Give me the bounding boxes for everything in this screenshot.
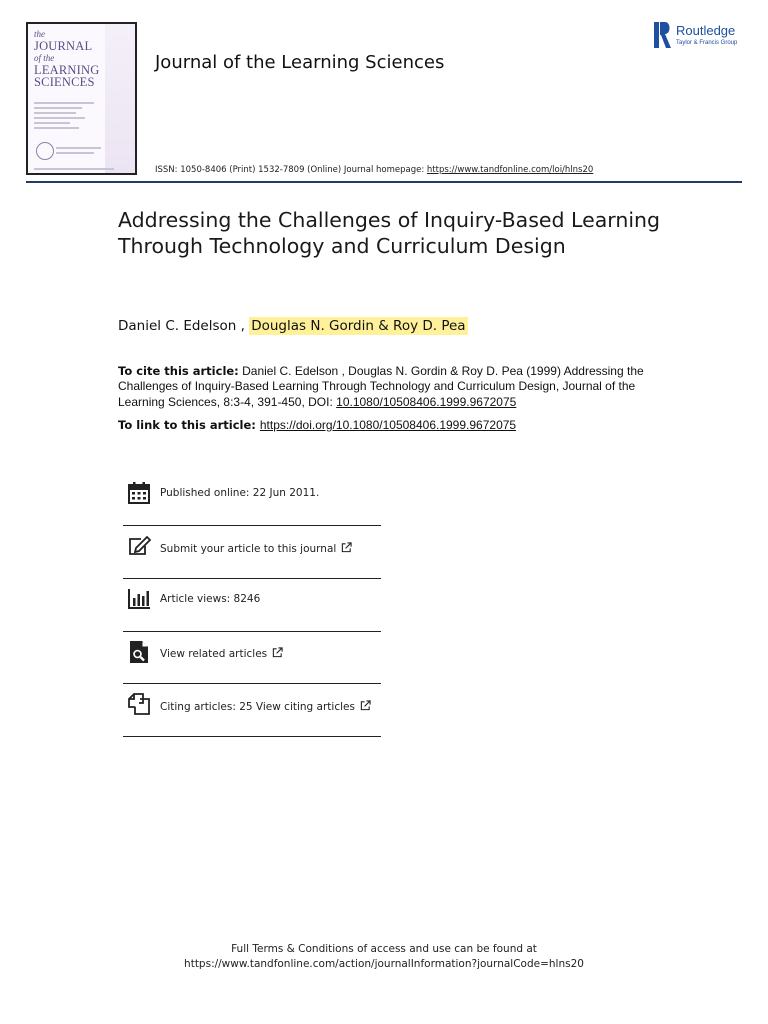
cover-seal-text <box>56 147 101 149</box>
journal-homepage-link[interactable]: https://www.tandfonline.com/loi/hlns20 <box>426 165 594 175</box>
search-document-icon <box>127 640 151 664</box>
author-first[interactable]: Daniel C. Edelson , <box>118 318 245 334</box>
routledge-logo-icon <box>654 22 672 48</box>
article-title: Addressing the Challenges of Inquiry-Based Learning Through Technology and Curriculum Design <box>118 208 661 258</box>
cover-text-lines <box>34 102 94 132</box>
terms-link[interactable]: https://www.tandfonline.com/action/journalInformation?journalCode=hlns20 <box>184 958 584 970</box>
view-related-text: View related articles <box>160 648 268 660</box>
cover-seal-text-2 <box>56 152 94 154</box>
cover-title-small: the <box>34 29 45 39</box>
citation-block <box>118 364 658 410</box>
article-views-item <box>123 587 381 611</box>
submit-article-link[interactable] <box>123 534 381 560</box>
doi-link[interactable]: 10.1080/10508406.1999.9672075 <box>336 394 517 409</box>
publisher-logo[interactable] <box>654 22 754 52</box>
publisher-name: Routledge <box>676 23 736 38</box>
divider <box>123 525 381 526</box>
article-doi-url[interactable]: https://doi.org/10.1080/10508406.1999.9672075 <box>259 418 517 432</box>
article-views-text: Article views: 8246 <box>160 593 261 605</box>
cite-label: To cite this article: <box>118 364 239 378</box>
view-related-articles-link[interactable] <box>123 640 381 666</box>
copy-icon <box>127 692 151 716</box>
terms-footer <box>0 942 768 972</box>
citing-articles-text: Citing articles: 25 View citing articles <box>160 701 355 713</box>
edit-icon <box>127 534 151 558</box>
divider <box>123 736 381 737</box>
submit-article-label <box>160 542 352 555</box>
author-highlighted[interactable]: Douglas N. Gordin & Roy D. Pea <box>251 318 466 334</box>
article-authors <box>118 318 468 334</box>
external-link-icon <box>272 647 283 658</box>
calendar-icon <box>127 481 151 505</box>
cover-title <box>34 28 99 88</box>
external-link-icon <box>341 542 352 553</box>
publisher-subtitle: Taylor & Francis Group <box>676 40 738 46</box>
journal-cover-image <box>26 22 137 175</box>
divider <box>123 683 381 684</box>
published-online-text: Published online: 22 Jun 2011. <box>160 487 320 499</box>
external-link-icon <box>360 700 371 711</box>
cover-title-line1: JOURNAL <box>34 39 93 53</box>
citing-articles-label <box>160 700 371 713</box>
header-divider <box>26 181 742 183</box>
cover-footer-line <box>34 168 114 170</box>
terms-text: Full Terms & Conditions of access and use can be found at <box>231 943 537 955</box>
issn-text: ISSN: 1050-8406 (Print) 1532-7809 (Online) Journal homepage: <box>155 165 427 175</box>
cover-title-line3: SCIENCES <box>34 75 95 89</box>
cover-stripe <box>105 24 135 173</box>
journal-name: Journal of the Learning Sciences <box>155 52 445 73</box>
cite-text: Daniel C. Edelson , Douglas N. Gordin & Roy D. Pea (1999) Addressing the Challenges of Inquiry-Based Learning Through Technology and Curriculum Design, Journal of the Learning Sciences, 8:3-4, 391-450, DOI: <box>118 364 644 409</box>
citing-articles-link[interactable] <box>123 692 381 718</box>
cover-title-line2: LEARNING <box>34 63 100 77</box>
submit-article-text: Submit your article to this journal <box>160 543 337 555</box>
link-label: To link to this article: <box>118 418 256 432</box>
divider <box>123 578 381 579</box>
cover-seal-icon <box>36 142 54 160</box>
view-related-label <box>160 647 283 660</box>
divider <box>123 631 381 632</box>
published-online-item <box>123 481 381 507</box>
article-link-line <box>118 418 516 432</box>
bar-chart-icon <box>127 587 151 611</box>
issn-line <box>155 165 593 175</box>
cover-title-small2: of the <box>34 53 55 63</box>
